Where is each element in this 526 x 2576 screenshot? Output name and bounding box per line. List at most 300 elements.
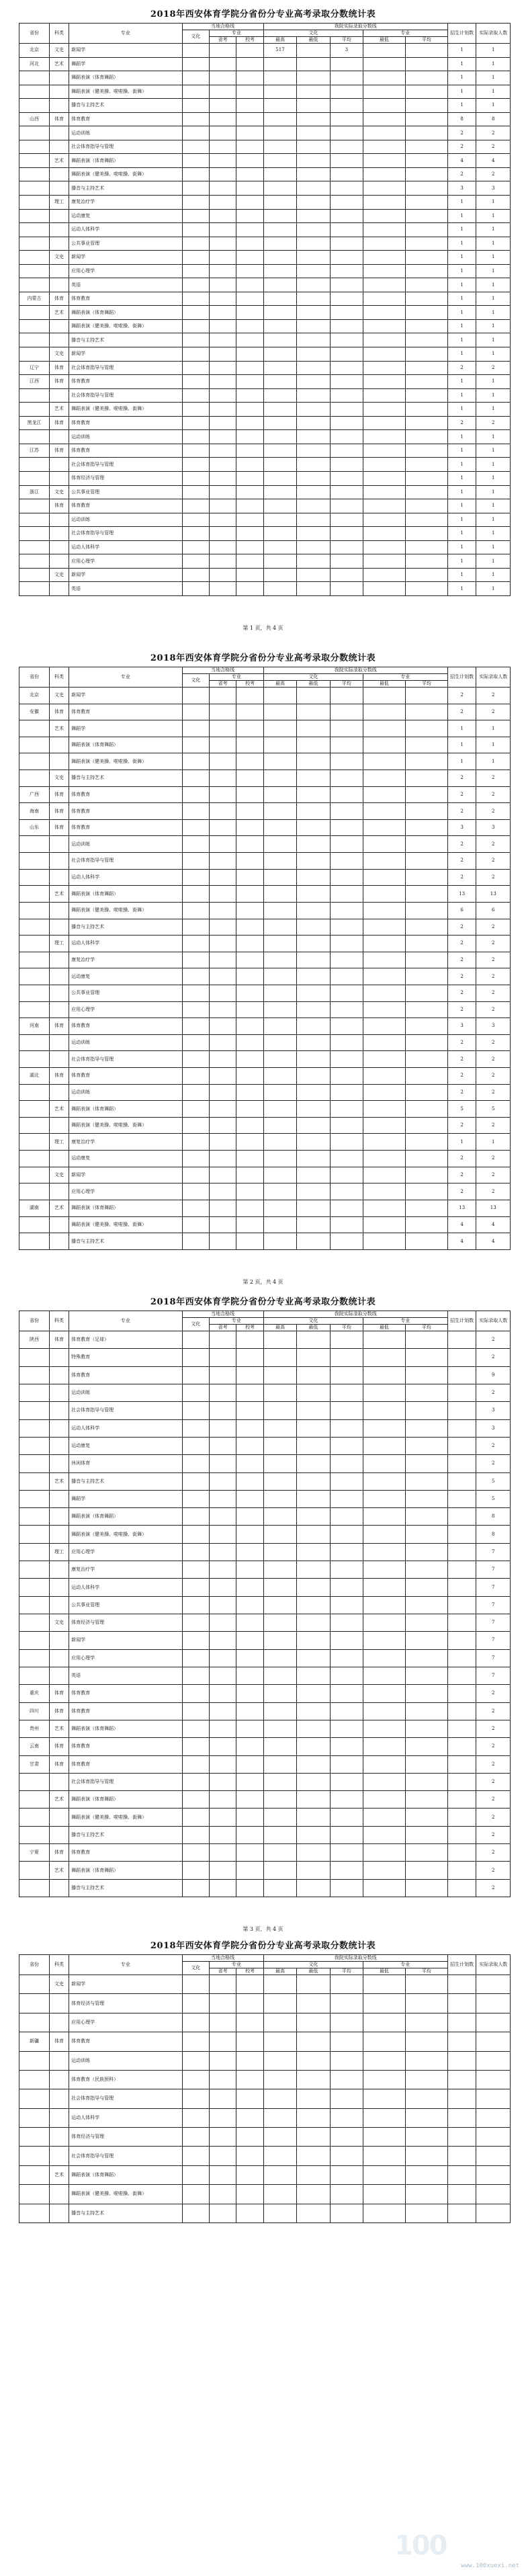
table-cell [19,952,50,968]
table-cell: 2 [447,836,476,853]
table-cell [209,1101,236,1118]
table-cell: 新闻学 [69,1975,182,1994]
table-cell [19,2070,50,2089]
table-cell [182,1084,209,1101]
table-cell [236,2051,263,2070]
table-cell [182,513,209,527]
table-cell [182,1809,209,1826]
table-cell: 2 [447,985,476,1001]
table-cell [405,1773,447,1790]
table-cell [405,1526,447,1543]
table-cell [182,140,209,154]
table-cell [405,1994,447,2013]
table-cell [263,1151,296,1167]
table-cell [297,2051,330,2070]
table-cell: 2 [447,968,476,985]
table-cell [209,196,236,210]
table-row [19,181,511,196]
table-cell: 1 [476,1134,511,1151]
table-cell: 1 [447,209,476,223]
table-cell [263,704,296,720]
table-cell: 2 [476,1455,511,1472]
table-cell [49,237,69,251]
table-cell [182,1233,209,1250]
table-cell [330,1490,363,1507]
table-cell [19,1366,50,1384]
table-cell: 体育 [49,803,69,820]
table-cell [209,1826,236,1843]
table-cell: 新疆 [19,2032,50,2051]
table-cell [236,1455,263,1472]
table-cell: 艺术 [49,403,69,417]
table-cell [49,209,69,223]
table-cell [405,1001,447,1018]
table-row [19,819,511,836]
table-cell: 1 [476,347,511,362]
table-cell [263,936,296,952]
table-cell [363,44,406,58]
table-cell [49,1526,69,1543]
table-row [19,1791,511,1809]
table-cell [236,568,263,582]
table-cell [182,1720,209,1737]
header-plan: 招生计划数 [447,667,476,688]
table-cell [19,458,50,472]
table-row [19,2032,511,2051]
table-cell [209,886,236,903]
table-cell: 体育 [49,1685,69,1702]
table-cell [19,1034,50,1051]
table-cell [297,361,330,375]
table-cell [182,554,209,569]
table-cell [405,167,447,181]
table-cell: 社会体育指导与管理 [69,2147,182,2165]
table-cell [297,1791,330,1809]
table-cell [263,1755,296,1773]
admission-score-table [19,667,511,1250]
table-row [19,333,511,347]
table-cell: 4 [447,1233,476,1250]
table-cell [405,936,447,952]
table-cell: 社会体育指导与管理 [69,853,182,870]
table-cell [209,936,236,952]
table-cell: 1 [447,196,476,210]
table-cell [19,1667,50,1684]
table-cell [447,1349,476,1366]
table-cell [49,85,69,99]
table-cell [447,1366,476,1384]
table-cell [405,292,447,306]
table-cell [182,2051,209,2070]
table-cell: 1 [447,319,476,333]
header-school-exam: 校考 [236,1325,263,1331]
header-lowest: 最低 [297,1968,330,1975]
table-cell [182,1791,209,1809]
header-school-exam: 校考 [236,1968,263,1975]
header-control-line: 当地合格线 [182,1955,263,1962]
table-cell [209,1579,236,1596]
table-cell: 湖北 [19,1068,50,1085]
table-cell [330,1402,363,1419]
table-cell [19,527,50,541]
table-cell [263,753,296,770]
table-row [19,1826,511,1843]
table-row [19,1649,511,1667]
table-cell [447,2165,476,2184]
table-cell: 新闻学 [69,1167,182,1183]
table-cell [405,319,447,333]
table-cell [330,1018,363,1035]
table-cell: 2 [447,936,476,952]
table-cell: 舞蹈学 [69,720,182,737]
table-cell [49,1455,69,1472]
table-row [19,853,511,870]
table-cell [49,582,69,596]
table-cell: 5 [476,1101,511,1118]
table-cell: 英语 [69,582,182,596]
table-cell [405,57,447,71]
table-cell: 1 [476,44,511,58]
table-row [19,1151,511,1167]
table-cell [209,1084,236,1101]
table-cell [19,1455,50,1472]
table-cell: 黑龙江 [19,416,50,430]
table-cell [330,375,363,389]
table-cell [363,1994,406,2013]
table-cell [363,582,406,596]
table-cell: 社会体育指导与管理 [69,361,182,375]
table-cell [476,1994,511,2013]
table-cell [297,2013,330,2032]
table-cell: 1 [476,85,511,99]
table-cell [447,1879,476,1897]
table-cell [182,1975,209,1994]
table-cell: 舞蹈表演（体育舞蹈） [69,2165,182,2184]
table-cell [182,803,209,820]
table-cell [209,1809,236,1826]
table-cell [297,770,330,787]
table-cell [19,471,50,485]
table-cell [209,2070,236,2089]
table-cell [182,167,209,181]
table-cell [297,471,330,485]
table-cell [297,704,330,720]
document-page [0,0,526,644]
table-cell: 2 [476,985,511,1001]
table-cell [182,985,209,1001]
table-cell [405,853,447,870]
table-cell: 运动康复 [69,1437,182,1454]
table-cell [263,1649,296,1667]
table-row [19,1561,511,1579]
header-plan: 招生计划数 [447,24,476,44]
table-cell [263,1472,296,1490]
header-admission: 我院实际录取分数线 [263,24,447,30]
table-cell [405,540,447,554]
header-actual: 实际录取人数 [476,24,511,44]
table-cell [297,154,330,168]
table-cell [19,902,50,919]
table-cell [330,154,363,168]
table-row [19,1331,511,1349]
table-cell [182,44,209,58]
table-cell: 4 [447,1216,476,1233]
table-cell: 康复治疗学 [69,196,182,210]
header-actual: 实际录取人数 [476,667,511,688]
table-cell [19,347,50,362]
table-cell: 2 [476,1826,511,1843]
table-cell [330,568,363,582]
table-cell [447,2128,476,2147]
table-row [19,1472,511,1490]
table-cell [236,112,263,126]
table-cell [297,499,330,513]
table-cell [209,1755,236,1773]
table-cell [182,1068,209,1085]
table-cell [330,1702,363,1720]
table-cell: 山西 [19,112,50,126]
table-cell [182,237,209,251]
table-cell [182,1167,209,1183]
table-row [19,2147,511,2165]
table-row [19,1720,511,1737]
table-cell [330,554,363,569]
table-cell: 甘肃 [19,1755,50,1773]
table-cell [236,1167,263,1183]
table-cell: 1 [476,278,511,292]
table-cell [297,278,330,292]
table-cell [405,1561,447,1579]
table-cell [330,737,363,753]
table-row [19,1068,511,1085]
table-cell [297,99,330,113]
table-cell [19,2089,50,2108]
table-cell: 播音与主持艺术 [69,1233,182,1250]
table-cell [297,1001,330,1018]
table-cell [209,292,236,306]
table-cell [297,582,330,596]
table-cell: 2 [447,416,476,430]
table-cell [49,1508,69,1526]
table-cell [209,140,236,154]
table-cell [49,1084,69,1101]
table-cell [19,1183,50,1200]
table-cell [209,444,236,458]
table-cell [263,1034,296,1051]
table-cell [297,1034,330,1051]
table-cell: 播音与主持艺术 [69,1879,182,1897]
table-cell [297,2070,330,2089]
table-cell [447,1614,476,1632]
table-cell [297,1233,330,1250]
table-cell [330,869,363,886]
table-cell [49,2204,69,2223]
table-cell [405,753,447,770]
table-cell [330,853,363,870]
table-cell: 艺术 [49,306,69,320]
table-cell [330,2089,363,2108]
table-cell: 体育教育 [69,1702,182,1720]
table-cell: 1 [476,720,511,737]
table-cell: 艺术 [49,1791,69,1809]
table-cell [19,237,50,251]
table-cell: 6 [447,902,476,919]
table-cell [209,1366,236,1384]
table-cell [19,1809,50,1826]
table-header [19,1311,511,1331]
table-cell [263,1862,296,1879]
table-cell: 艺术 [49,1862,69,1879]
table-row [19,1018,511,1035]
table-cell [236,1419,263,1437]
table-row [19,1508,511,1526]
table-cell [49,919,69,936]
table-cell [405,1402,447,1419]
table-cell: 2 [476,968,511,985]
table-cell: 7 [476,1561,511,1579]
table-cell [363,786,406,803]
table-cell [297,264,330,278]
table-cell [405,720,447,737]
table-cell [19,126,50,140]
table-cell [330,403,363,417]
table-cell [476,2108,511,2127]
table-cell [49,1151,69,1167]
table-cell [297,416,330,430]
table-cell [405,1051,447,1068]
table-cell [363,1685,406,1702]
table-cell: 江苏 [19,444,50,458]
table-cell [447,1402,476,1419]
table-cell [263,886,296,903]
table-cell [476,2070,511,2089]
table-cell: 2 [447,1068,476,1085]
table-cell [447,1720,476,1737]
table-cell [49,554,69,569]
table-cell [182,306,209,320]
table-cell: 运动人体科学 [69,223,182,237]
table-cell [236,1844,263,1862]
table-cell: 1 [476,196,511,210]
table-cell: 2 [476,786,511,803]
table-cell: 体育 [49,786,69,803]
table-cell [49,264,69,278]
table-cell [209,2185,236,2204]
table-cell [405,1826,447,1843]
table-cell: 13 [447,886,476,903]
table-cell [182,292,209,306]
table-cell [297,1614,330,1632]
table-cell [49,1994,69,2013]
table-cell: 体育教育 [69,1068,182,1085]
table-cell [297,1331,330,1349]
header-major: 专业 [69,24,182,44]
table-cell: 7 [476,1596,511,1614]
table-cell [182,416,209,430]
table-cell [330,1068,363,1085]
table-cell [330,292,363,306]
table-cell: 舞蹈表演（体育舞蹈） [69,1720,182,1737]
table-cell: 体育教育 [69,292,182,306]
table-cell [236,319,263,333]
table-cell: 舞蹈学 [69,1490,182,1507]
table-cell [19,1051,50,1068]
table-cell [405,1614,447,1632]
table-cell: 1 [447,737,476,753]
table-cell [330,1183,363,1200]
table-cell [297,886,330,903]
table-cell: 体育经济与管理 [69,1614,182,1632]
table-cell [263,140,296,154]
table-cell [19,1975,50,1994]
header-control-line: 当地合格线 [182,667,263,674]
table-cell [263,1579,296,1596]
table-cell [447,1809,476,1826]
table-cell [297,527,330,541]
table-cell [330,1101,363,1118]
table-cell: 文史 [49,44,69,58]
table-row [19,112,511,126]
table-cell [182,527,209,541]
table-cell [236,1384,263,1401]
table-cell [209,2108,236,2127]
table-cell [263,99,296,113]
table-cell [297,1809,330,1826]
table-row [19,154,511,168]
table-cell [405,836,447,853]
table-row [19,1490,511,1507]
table-cell: 2 [476,936,511,952]
table-cell [236,306,263,320]
table-cell [19,513,50,527]
table-cell [182,1134,209,1151]
table-cell [236,416,263,430]
table-cell [209,471,236,485]
table-cell [405,902,447,919]
table-row [19,1183,511,1200]
table-cell [182,1667,209,1684]
table-cell [405,430,447,444]
table-cell [263,968,296,985]
table-cell [49,1001,69,1018]
table-cell: 3 [447,819,476,836]
table-cell [447,2051,476,2070]
admission-score-table [19,23,511,596]
header-province: 省份 [19,667,50,688]
table-cell [236,85,263,99]
table-cell [363,952,406,968]
table-cell [209,1994,236,2013]
table-cell [405,1879,447,1897]
table-cell: 宁夏 [19,1844,50,1862]
table-cell [363,485,406,499]
table-cell: 英语 [69,278,182,292]
table-cell [263,853,296,870]
table-cell: 1 [476,306,511,320]
table-cell [236,1632,263,1649]
table-cell [209,2165,236,2184]
table-cell [236,57,263,71]
table-cell [330,57,363,71]
table-cell [182,720,209,737]
table-cell [330,333,363,347]
table-cell [182,1649,209,1667]
table-cell [330,347,363,362]
table-cell [19,2204,50,2223]
table-cell [19,333,50,347]
table-cell [330,1632,363,1649]
table-cell [182,1001,209,1018]
